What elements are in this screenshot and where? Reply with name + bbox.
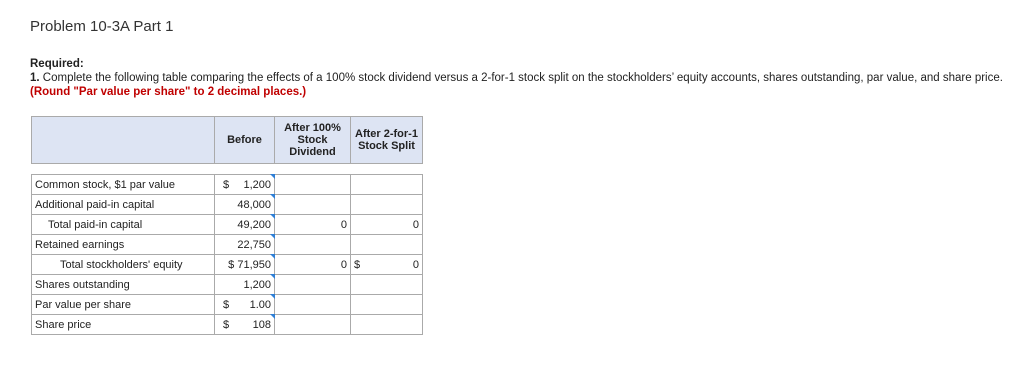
- dividend-input-cell[interactable]: [275, 295, 351, 315]
- header-label-cell: [32, 117, 215, 164]
- split-input[interactable]: 0: [412, 258, 419, 271]
- before-value: 108: [252, 318, 271, 331]
- equity-comparison-table: [31, 116, 423, 335]
- before-value-cell: [215, 235, 275, 255]
- before-value-cell: [215, 295, 275, 315]
- row-label: Shares outstanding: [32, 275, 215, 295]
- spacer-row: [32, 164, 423, 175]
- before-value: 48,000: [237, 198, 271, 211]
- dividend-input-cell[interactable]: [275, 215, 351, 235]
- dividend-input-cell[interactable]: [275, 235, 351, 255]
- row-label: Common stock, $1 par value: [32, 175, 215, 195]
- before-value: 1,200: [243, 178, 271, 191]
- currency-symbol: $: [223, 178, 230, 191]
- currency-symbol: $: [223, 318, 230, 331]
- split-input-cell[interactable]: [351, 215, 423, 235]
- dividend-input[interactable]: 0: [340, 218, 347, 231]
- table-body: [32, 175, 423, 335]
- row-label: Total paid-in capital: [32, 215, 215, 235]
- row-label: Share price: [32, 315, 215, 335]
- before-value-cell: [215, 255, 275, 275]
- before-value: 49,200: [237, 218, 271, 231]
- split-input-cell[interactable]: [351, 275, 423, 295]
- currency-symbol: $: [223, 298, 230, 311]
- before-value: $ 71,950: [228, 258, 271, 271]
- row-label: Total stockholders' equity: [32, 255, 215, 275]
- table-row: [32, 175, 423, 195]
- rounding-note: (Round "Par value per share" to 2 decimal places.): [30, 86, 307, 98]
- split-input-cell[interactable]: [351, 295, 423, 315]
- header-after-dividend: After 100% Stock Dividend: [275, 117, 351, 164]
- dividend-input-cell[interactable]: [275, 255, 351, 275]
- required-label: Required:: [30, 58, 84, 70]
- before-value-cell: [215, 195, 275, 215]
- header-before: Before: [215, 117, 275, 164]
- before-value-cell: [215, 315, 275, 335]
- header-after-split: After 2-for-1 Stock Split: [351, 117, 423, 164]
- before-value-cell: [215, 275, 275, 295]
- before-value: 1.00: [249, 298, 271, 311]
- split-input-cell[interactable]: [351, 255, 423, 275]
- before-value-cell: [215, 175, 275, 195]
- row-label: Additional paid-in capital: [32, 195, 215, 215]
- dividend-input-cell[interactable]: [275, 275, 351, 295]
- split-input-cell[interactable]: [351, 195, 423, 215]
- dividend-input-cell[interactable]: [275, 315, 351, 335]
- table-row: [32, 315, 423, 335]
- dividend-input-cell[interactable]: [275, 175, 351, 195]
- split-input[interactable]: 0: [412, 218, 419, 231]
- table-header-row: [32, 117, 423, 164]
- currency-symbol: $: [354, 258, 361, 271]
- table-row: [32, 255, 423, 275]
- table-row: [32, 275, 423, 295]
- dividend-input[interactable]: 0: [340, 258, 347, 271]
- table-row: [32, 235, 423, 255]
- instruction-body: Complete the following table comparing the effects of a 100% stock dividend versus a 2-for-1 stock split on the stockholders’ equity accounts, shares outstanding, par value, and share price.: [42, 72, 1003, 84]
- split-input-cell[interactable]: [351, 235, 423, 255]
- row-label: Retained earnings: [32, 235, 215, 255]
- instruction-text: [30, 71, 1015, 99]
- split-input-cell[interactable]: [351, 315, 423, 335]
- before-value: 22,750: [237, 238, 271, 251]
- dividend-input-cell[interactable]: [275, 195, 351, 215]
- before-value: 1,200: [243, 278, 271, 291]
- table-row: [32, 295, 423, 315]
- before-value-cell: [215, 215, 275, 235]
- row-label: Par value per share: [32, 295, 215, 315]
- table-row: [32, 215, 423, 235]
- page-title: Problem 10-3A Part 1: [30, 18, 174, 35]
- instruction-number: 1.: [30, 72, 40, 84]
- split-input-cell[interactable]: [351, 175, 423, 195]
- table-row: [32, 195, 423, 215]
